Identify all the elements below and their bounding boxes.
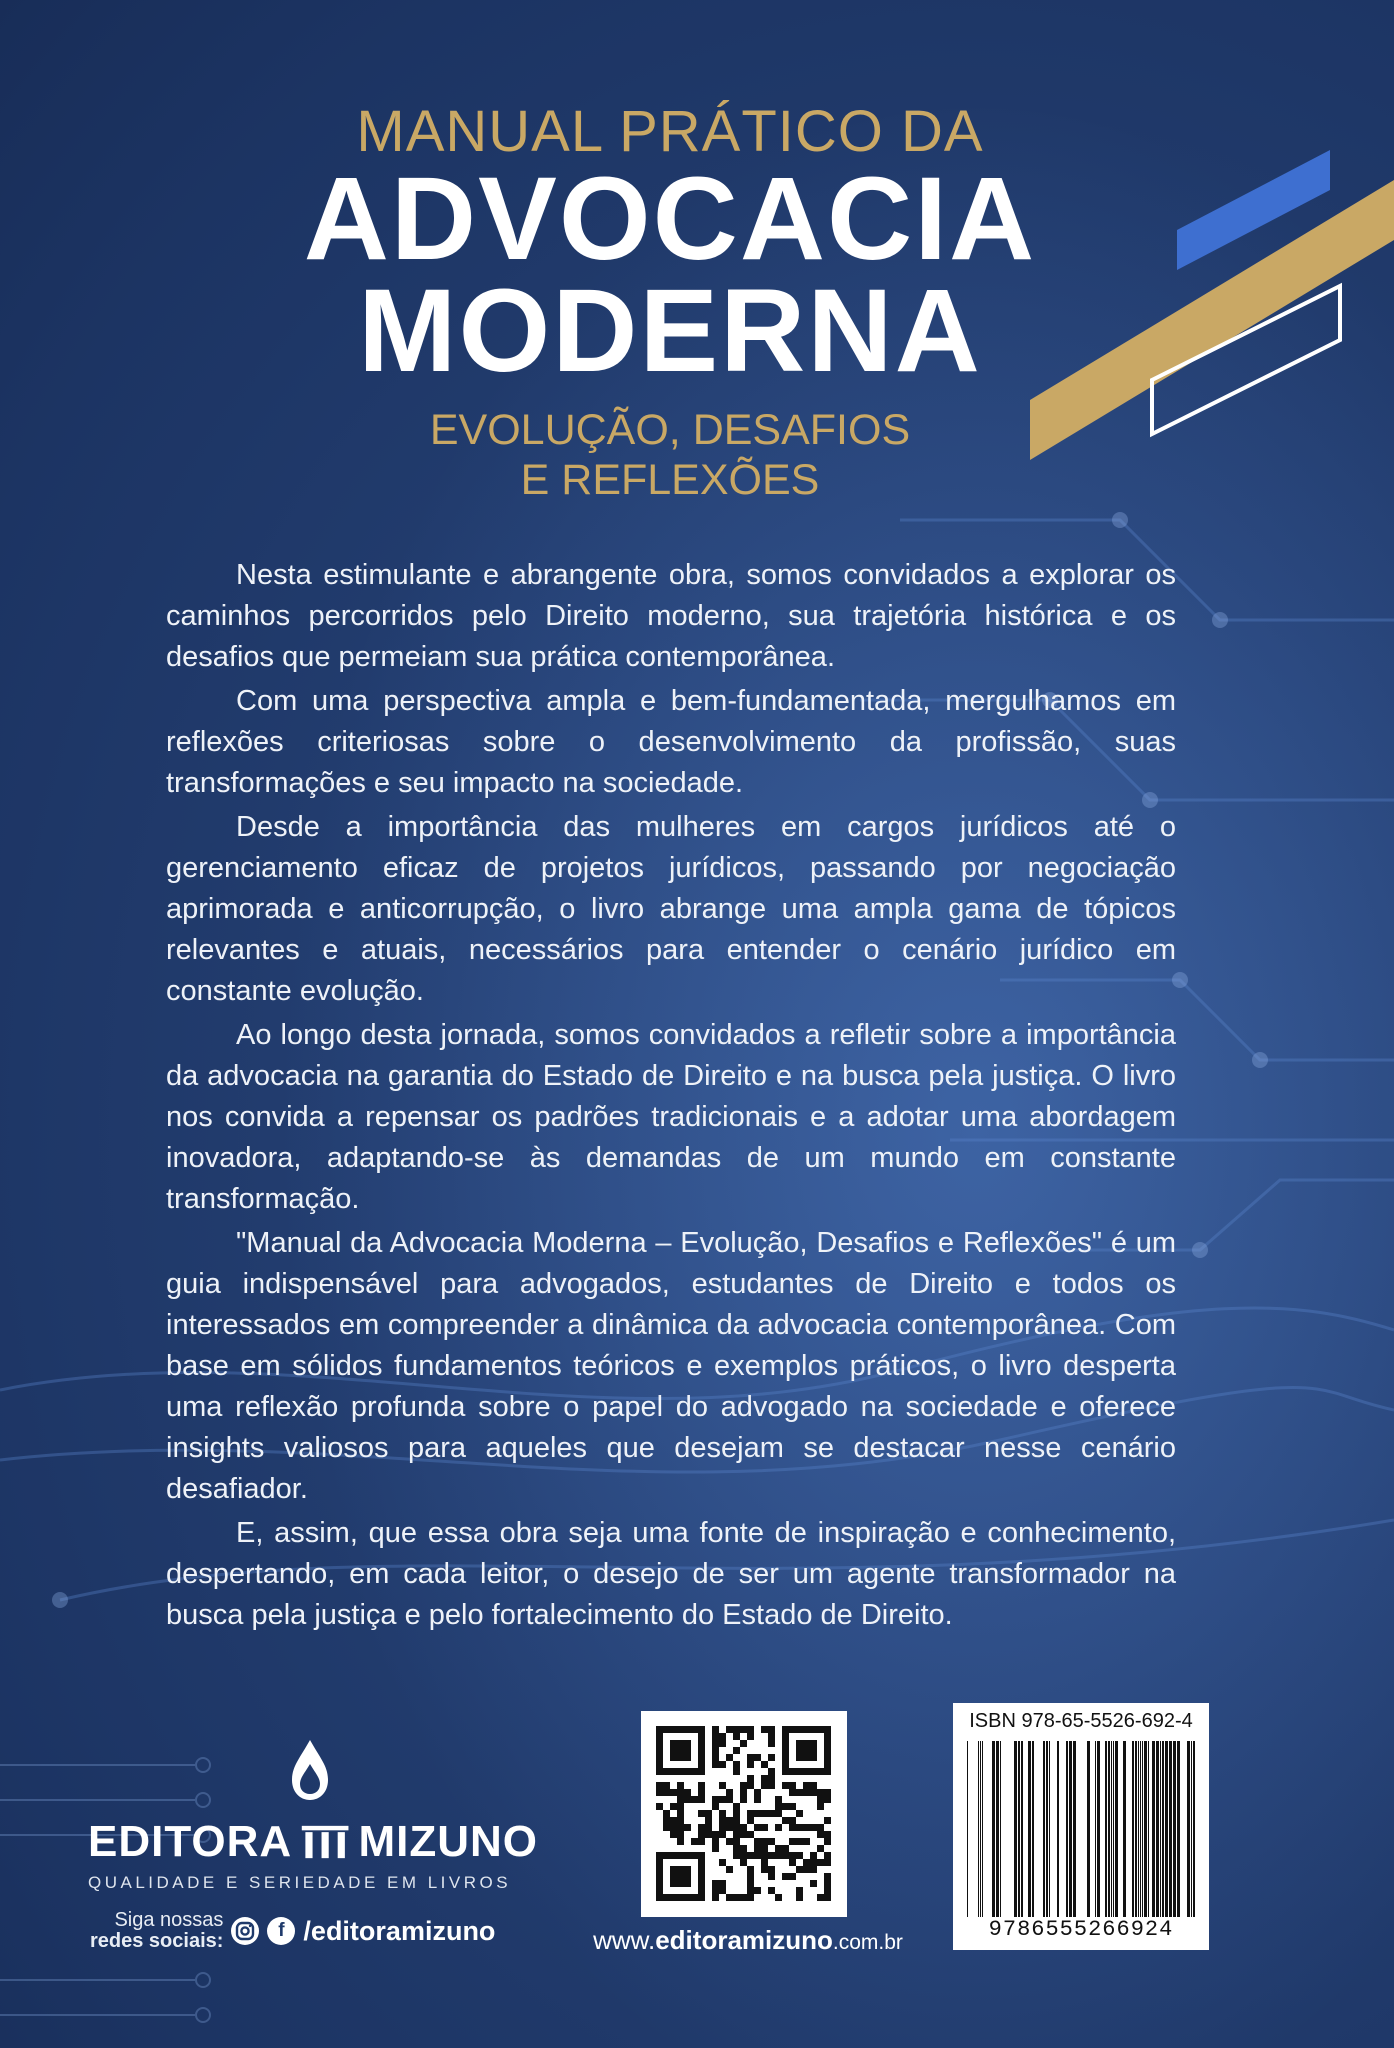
publisher-name [88, 1817, 538, 1867]
columns-icon [300, 1824, 350, 1860]
isbn-label: ISBN 978-65-5526-692-4 [969, 1710, 1193, 1732]
qr-code-image [641, 1711, 847, 1917]
social-handle[interactable]: /editoramizuno [303, 1915, 496, 1946]
subtitle-line-2: E REFLEXÕES [520, 456, 820, 504]
synopsis-paragraph: Com uma perspectiva ampla e bem-fundamentada, mergulhamos em reflexões criteriosas sobre o desenvolvimento da profissão, suas transformações e seu impacto na sociedade. [166, 685, 1176, 799]
synopsis-paragraph: "Manual da Advocacia Moderna – Evolução, Desafios e Reflexões" é um guia indispensável para advogados, estudantes de Direito e todos os interessados em compreender a dinâmica da advocacia contemporânea. Com base em sólidos fundamentos teóricos e exemplos práticos, o livro desperta uma reflexão profunda sobre o papel do advogado na sociedade e oferece insights valiosos para aqueles que desejam se destacar nesse cenário desafiador. [166, 1227, 1176, 1505]
publisher-name-left: EDITORA [88, 1817, 293, 1866]
isbn-barcode [953, 1703, 1209, 1950]
social-label-line-1: Siga nossas [114, 1909, 224, 1931]
website-url[interactable] [568, 1925, 928, 1956]
social-links [90, 1910, 495, 1952]
title-line-2: ADVOCACIA [303, 153, 1037, 285]
synopsis-paragraph: E, assim, que essa obra seja uma fonte de inspiração e conhecimento, despertando, em cada leitor, o desejo de ser um agente transformador na busca pela justiça e pelo fortalecimento do Estado de Direito. [166, 1517, 1176, 1631]
social-label [90, 1910, 223, 1952]
subtitle-line-1: EVOLUÇÃO, DESAFIOS [429, 406, 911, 454]
publisher-logo [88, 1745, 538, 1893]
website-prefix: www. [593, 1925, 656, 1955]
synopsis-paragraph: Desde a importância das mulheres em cargos jurídicos até o gerenciamento eficaz de projetos jurídicos, passando por negociação aprimorada e anticorrupção, o livro abrange uma ampla gama de tópicos relevantes e atuais, necessários para entender o cenário jurídico em constante evolução. [166, 811, 1176, 1007]
website-main: editoramizuno [655, 1925, 833, 1955]
synopsis [166, 555, 1176, 1639]
barcode-image [953, 1703, 1209, 1950]
website-suffix: .com.br [832, 1931, 903, 1954]
title-line-1: MANUAL PRÁTICO DA [356, 99, 984, 164]
publisher-tagline: QUALIDADE E SERIEDADE EM LIVROS [88, 1873, 512, 1892]
social-label-line-2: redes sociais: [90, 1930, 224, 1952]
flame-icon [270, 1738, 350, 1808]
subtitle [0, 405, 1340, 505]
isbn-digits: 9786555266924 [953, 1917, 1209, 1942]
facebook-icon[interactable]: f [267, 1917, 295, 1945]
title-line-3: MODERNA [358, 265, 982, 397]
synopsis-paragraph: Ao longo desta jornada, somos convidados a refletir sobre a importância da advocacia na garantia do Estado de Direito e na busca pela justiça. O livro nos convida a repensar os padrões tradicionais e a adotar uma abordagem inovadora, adaptando-se às demandas de um mundo em constante transformação. [166, 1019, 1176, 1215]
instagram-icon[interactable] [231, 1917, 259, 1945]
synopsis-paragraph: Nesta estimulante e abrangente obra, somos convidados a explorar os caminhos percorridos pelo Direito moderno, sua trajetória histórica e os desafios que permeiam sua prática contemporânea. [166, 559, 1176, 673]
qr-code[interactable] [641, 1711, 847, 1917]
publisher-name-right: MIZUNO [358, 1817, 538, 1866]
